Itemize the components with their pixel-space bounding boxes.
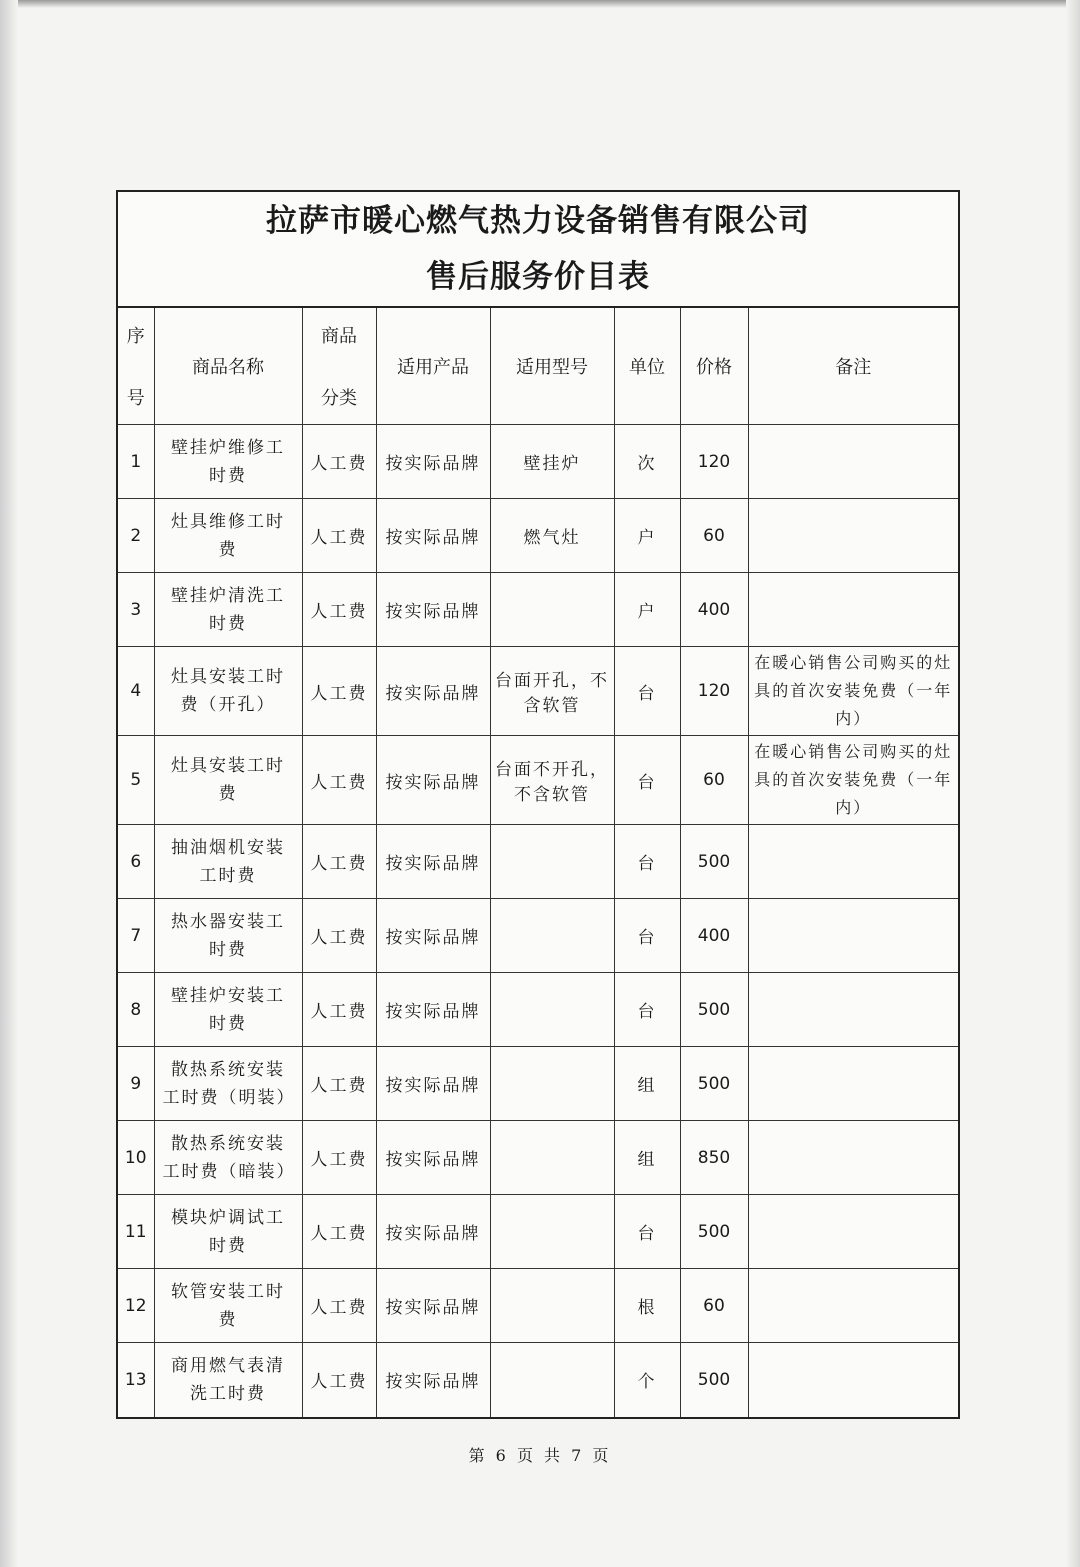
row-name: 商用燃气表清洗工时费 bbox=[154, 1343, 302, 1417]
row-category: 人工费 bbox=[302, 825, 376, 899]
table-row bbox=[118, 1195, 958, 1269]
row-unit: 台 bbox=[614, 973, 680, 1047]
title-block bbox=[118, 192, 958, 308]
row-note bbox=[748, 1269, 958, 1343]
row-price: 120 bbox=[680, 647, 748, 736]
row-seq: 6 bbox=[118, 825, 154, 899]
row-name: 灶具安装工时费 bbox=[154, 736, 302, 825]
row-product: 按实际品牌 bbox=[376, 499, 490, 573]
row-product: 按实际品牌 bbox=[376, 973, 490, 1047]
header-seq: 序 号 bbox=[118, 308, 154, 425]
row-unit: 台 bbox=[614, 1195, 680, 1269]
row-price: 500 bbox=[680, 1047, 748, 1121]
row-category: 人工费 bbox=[302, 1047, 376, 1121]
row-model: 台面不开孔，不含软管 bbox=[490, 736, 614, 825]
row-model: 燃气灶 bbox=[490, 499, 614, 573]
table-row bbox=[118, 973, 958, 1047]
row-product: 按实际品牌 bbox=[376, 573, 490, 647]
row-model: 台面开孔，不含软管 bbox=[490, 647, 614, 736]
row-product: 按实际品牌 bbox=[376, 1047, 490, 1121]
table-row bbox=[118, 1343, 958, 1417]
price-sheet bbox=[116, 190, 960, 1419]
row-name: 散热系统安装工时费（暗装） bbox=[154, 1121, 302, 1195]
row-name: 模块炉调试工时费 bbox=[154, 1195, 302, 1269]
row-note bbox=[748, 899, 958, 973]
header-unit: 单位 bbox=[614, 308, 680, 425]
row-unit: 组 bbox=[614, 1047, 680, 1121]
row-model bbox=[490, 1343, 614, 1417]
table-row bbox=[118, 1121, 958, 1195]
row-product: 按实际品牌 bbox=[376, 1195, 490, 1269]
header-note: 备注 bbox=[748, 308, 958, 425]
row-seq: 4 bbox=[118, 647, 154, 736]
row-model bbox=[490, 825, 614, 899]
row-price: 400 bbox=[680, 573, 748, 647]
row-unit: 户 bbox=[614, 573, 680, 647]
row-price: 850 bbox=[680, 1121, 748, 1195]
table-row bbox=[118, 647, 958, 736]
row-seq: 5 bbox=[118, 736, 154, 825]
row-category: 人工费 bbox=[302, 1269, 376, 1343]
row-seq: 7 bbox=[118, 899, 154, 973]
row-name: 壁挂炉维修工时费 bbox=[154, 425, 302, 499]
scan-edge-right bbox=[1066, 0, 1080, 1567]
row-seq: 10 bbox=[118, 1121, 154, 1195]
row-model bbox=[490, 973, 614, 1047]
header-product: 适用产品 bbox=[376, 308, 490, 425]
row-name: 灶具维修工时费 bbox=[154, 499, 302, 573]
row-note bbox=[748, 573, 958, 647]
row-category: 人工费 bbox=[302, 573, 376, 647]
row-category: 人工费 bbox=[302, 899, 376, 973]
row-product: 按实际品牌 bbox=[376, 647, 490, 736]
row-note bbox=[748, 825, 958, 899]
row-model bbox=[490, 899, 614, 973]
row-category: 人工费 bbox=[302, 973, 376, 1047]
header-name: 商品名称 bbox=[154, 308, 302, 425]
row-product: 按实际品牌 bbox=[376, 899, 490, 973]
document-title: 售后服务价目表 bbox=[426, 259, 650, 295]
header-price: 价格 bbox=[680, 308, 748, 425]
row-seq: 1 bbox=[118, 425, 154, 499]
row-seq: 3 bbox=[118, 573, 154, 647]
row-name: 壁挂炉清洗工时费 bbox=[154, 573, 302, 647]
row-note bbox=[748, 973, 958, 1047]
header-row bbox=[118, 308, 958, 425]
row-price: 60 bbox=[680, 1269, 748, 1343]
row-note bbox=[748, 1195, 958, 1269]
table-row bbox=[118, 1269, 958, 1343]
table-row bbox=[118, 825, 958, 899]
row-note bbox=[748, 1047, 958, 1121]
row-price: 120 bbox=[680, 425, 748, 499]
row-unit: 组 bbox=[614, 1121, 680, 1195]
table-row bbox=[118, 736, 958, 825]
table-row bbox=[118, 899, 958, 973]
row-product: 按实际品牌 bbox=[376, 1343, 490, 1417]
row-category: 人工费 bbox=[302, 647, 376, 736]
row-unit: 根 bbox=[614, 1269, 680, 1343]
row-note bbox=[748, 1121, 958, 1195]
row-note bbox=[748, 425, 958, 499]
table-row bbox=[118, 499, 958, 573]
row-unit: 次 bbox=[614, 425, 680, 499]
row-product: 按实际品牌 bbox=[376, 425, 490, 499]
row-price: 60 bbox=[680, 736, 748, 825]
row-category: 人工费 bbox=[302, 1195, 376, 1269]
row-note: 在暖心销售公司购买的灶具的首次安装免费（一年内） bbox=[748, 736, 958, 825]
row-model bbox=[490, 1047, 614, 1121]
row-seq: 12 bbox=[118, 1269, 154, 1343]
row-model bbox=[490, 1195, 614, 1269]
row-name: 灶具安装工时费（开孔） bbox=[154, 647, 302, 736]
row-unit: 台 bbox=[614, 899, 680, 973]
row-product: 按实际品牌 bbox=[376, 1121, 490, 1195]
row-seq: 11 bbox=[118, 1195, 154, 1269]
row-price: 60 bbox=[680, 499, 748, 573]
table-row bbox=[118, 425, 958, 499]
row-note bbox=[748, 499, 958, 573]
row-seq: 9 bbox=[118, 1047, 154, 1121]
row-category: 人工费 bbox=[302, 1121, 376, 1195]
table-row bbox=[118, 573, 958, 647]
page-footer: 第 6 页 共 7 页 bbox=[468, 1446, 612, 1465]
row-model bbox=[490, 1269, 614, 1343]
row-unit: 台 bbox=[614, 647, 680, 736]
row-model: 壁挂炉 bbox=[490, 425, 614, 499]
company-name: 拉萨市暖心燃气热力设备销售有限公司 bbox=[266, 203, 810, 239]
row-unit: 台 bbox=[614, 736, 680, 825]
scan-edge-left bbox=[0, 0, 18, 1567]
row-name: 热水器安装工时费 bbox=[154, 899, 302, 973]
row-unit: 户 bbox=[614, 499, 680, 573]
row-category: 人工费 bbox=[302, 425, 376, 499]
row-name: 软管安装工时费 bbox=[154, 1269, 302, 1343]
row-name: 壁挂炉安装工时费 bbox=[154, 973, 302, 1047]
row-price: 500 bbox=[680, 1343, 748, 1417]
row-unit: 台 bbox=[614, 825, 680, 899]
row-model bbox=[490, 1121, 614, 1195]
row-name: 散热系统安装工时费（明装） bbox=[154, 1047, 302, 1121]
header-model: 适用型号 bbox=[490, 308, 614, 425]
header-category: 商品 分类 bbox=[302, 308, 376, 425]
row-unit: 个 bbox=[614, 1343, 680, 1417]
row-note bbox=[748, 1343, 958, 1417]
scan-edge-top bbox=[0, 0, 1080, 8]
row-price: 500 bbox=[680, 825, 748, 899]
row-category: 人工费 bbox=[302, 499, 376, 573]
row-seq: 13 bbox=[118, 1343, 154, 1417]
row-category: 人工费 bbox=[302, 736, 376, 825]
row-price: 500 bbox=[680, 1195, 748, 1269]
row-seq: 8 bbox=[118, 973, 154, 1047]
price-table bbox=[118, 308, 958, 1417]
row-product: 按实际品牌 bbox=[376, 825, 490, 899]
row-model bbox=[490, 573, 614, 647]
row-category: 人工费 bbox=[302, 1343, 376, 1417]
row-price: 400 bbox=[680, 899, 748, 973]
row-seq: 2 bbox=[118, 499, 154, 573]
row-note: 在暖心销售公司购买的灶具的首次安装免费（一年内） bbox=[748, 647, 958, 736]
row-product: 按实际品牌 bbox=[376, 736, 490, 825]
row-price: 500 bbox=[680, 973, 748, 1047]
row-product: 按实际品牌 bbox=[376, 1269, 490, 1343]
table-row bbox=[118, 1047, 958, 1121]
row-name: 抽油烟机安装工时费 bbox=[154, 825, 302, 899]
